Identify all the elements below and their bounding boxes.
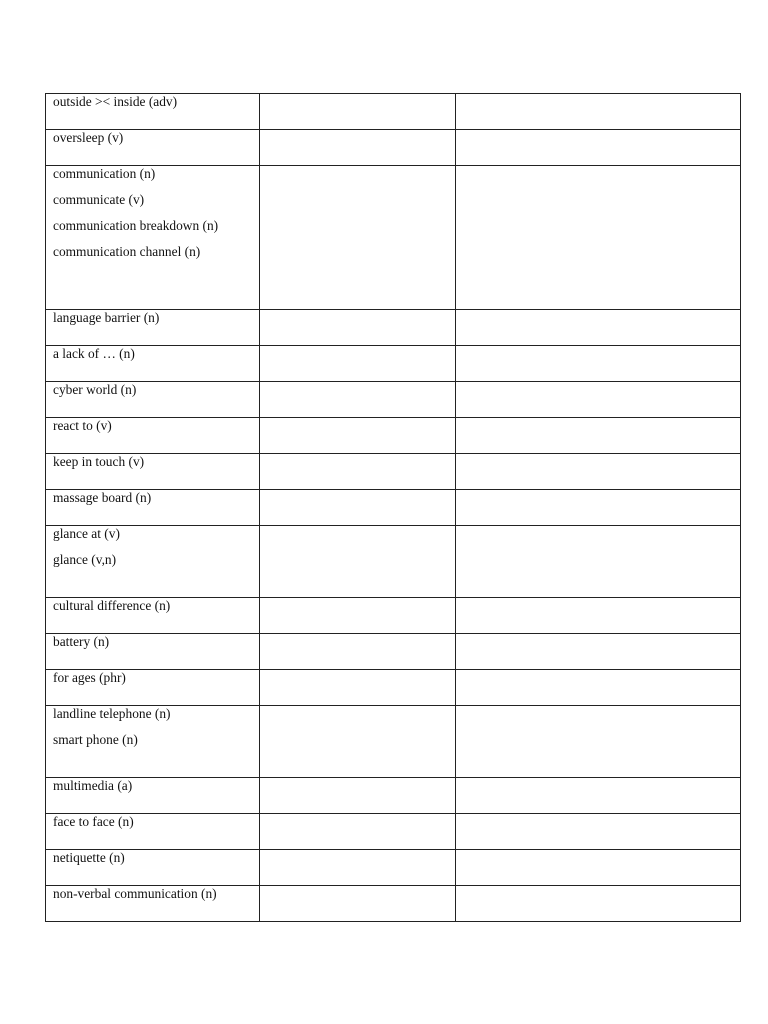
blank-cell [456,526,741,598]
blank-cell [260,598,456,634]
term-text: face to face (n) [53,814,134,829]
blank-cell [260,526,456,598]
term-text: keep in touch (v) [53,454,145,469]
vocabulary-table [45,93,741,922]
term-text: for ages (phr) [53,670,126,685]
blank-cell [456,634,741,670]
term-text: communication (n) [53,166,156,181]
blank-cell [260,670,456,706]
term-text: battery (n) [53,634,110,649]
term-text: communication channel (n) [53,244,201,259]
term-text: non-verbal communication (n) [53,886,217,901]
blank-cell [260,346,456,382]
blank-cell [260,706,456,778]
term-text: cyber world (n) [53,382,137,397]
term-cell [46,166,260,310]
blank-cell [456,490,741,526]
term-text: cultural difference (n) [53,598,171,613]
blank-cell [260,382,456,418]
blank-cell [456,598,741,634]
term-text: outside >< inside (adv) [53,94,178,109]
blank-cell [456,166,741,310]
blank-cell [456,310,741,346]
term-text: smart phone (n) [53,732,138,747]
term-text: communication breakdown (n) [53,218,219,233]
term-text: language barrier (n) [53,310,160,325]
blank-cell [260,886,456,922]
blank-cell [456,886,741,922]
blank-cell [260,490,456,526]
term-text: landline telephone (n) [53,706,171,721]
blank-cell [456,130,741,166]
blank-cell [456,814,741,850]
term-text: oversleep (v) [53,130,124,145]
blank-cell [456,706,741,778]
term-text: react to (v) [53,418,112,433]
blank-cell [260,310,456,346]
blank-cell [456,850,741,886]
term-cell [46,706,260,778]
blank-cell [260,166,456,310]
blank-cell [456,346,741,382]
table-row [46,166,741,310]
term-cell [46,886,260,922]
term-text: glance at (v) [53,526,120,541]
blank-cell [260,634,456,670]
blank-cell [456,454,741,490]
blank-cell [456,778,741,814]
blank-cell [456,418,741,454]
term-text: glance (v,n) [53,552,117,567]
term-cell [46,526,260,598]
blank-cell [260,94,456,130]
blank-cell [456,670,741,706]
blank-cell [260,850,456,886]
blank-cell [260,778,456,814]
term-text: a lack of … (n) [53,346,135,361]
term-text: multimedia (a) [53,778,133,793]
blank-cell [260,418,456,454]
term-text: netiquette (n) [53,850,125,865]
table-row [46,526,741,598]
table-row [46,886,741,922]
term-text: massage board (n) [53,490,152,505]
blank-cell [456,382,741,418]
table-row [46,706,741,778]
blank-cell [260,814,456,850]
term-text: communicate (v) [53,192,145,207]
blank-cell [260,130,456,166]
blank-cell [260,454,456,490]
blank-cell [456,94,741,130]
